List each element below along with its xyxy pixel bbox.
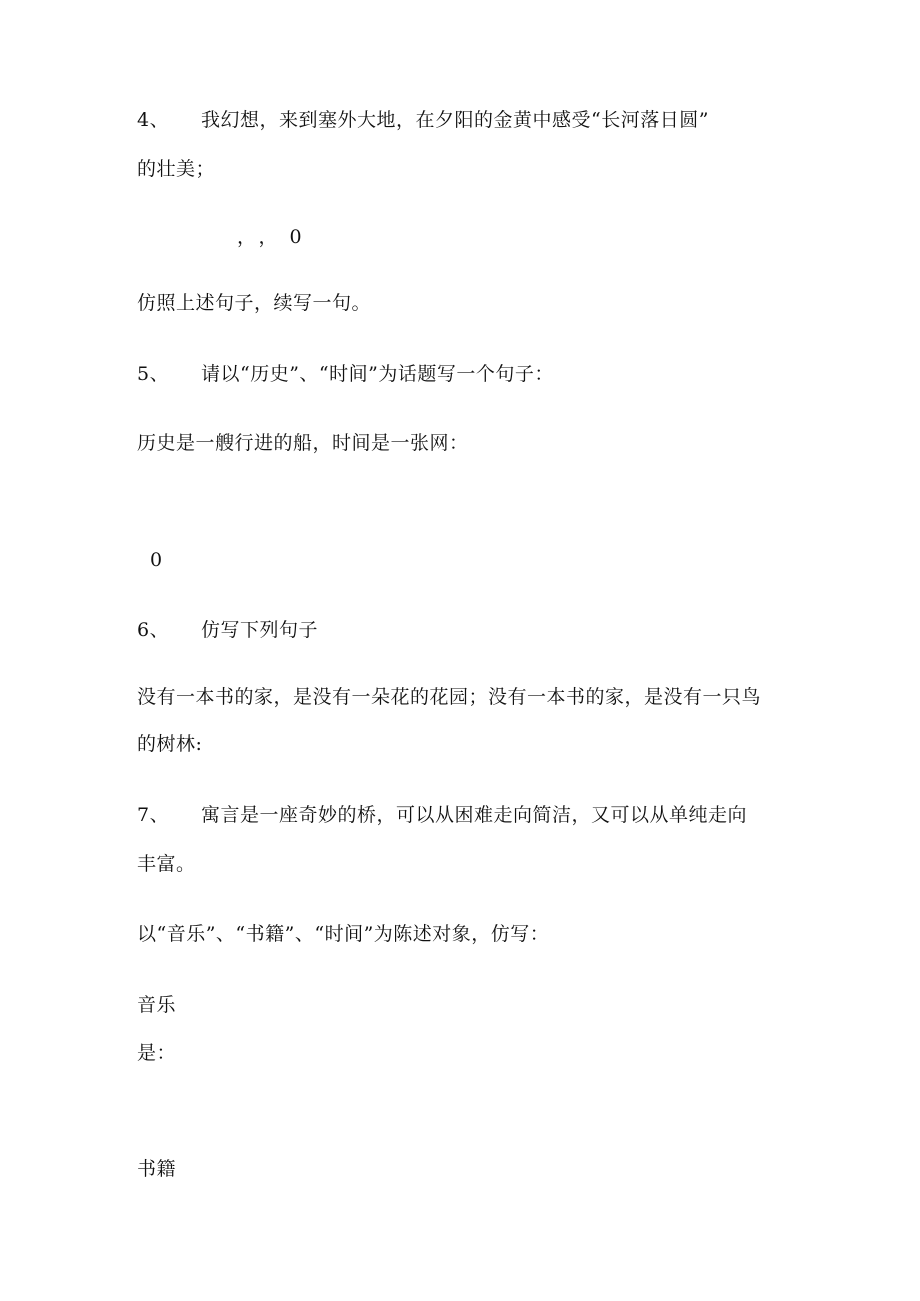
question-7-answer-music-label: 音乐 — [137, 994, 177, 1016]
question-7-line1 — [0, 803, 920, 827]
question-6-line1 — [0, 618, 920, 642]
question-6-prompt: 仿写下列句子 — [201, 619, 319, 641]
question-5-line1 — [0, 362, 920, 386]
question-6-number: 6、 — [137, 619, 170, 641]
question-7-answer-music-suffix: 是： — [137, 1042, 177, 1064]
question-7-line2: 丰富。 — [137, 853, 196, 875]
question-5-number: 5、 — [137, 363, 170, 385]
question-7-answer-books-label: 书籍 — [137, 1158, 177, 1180]
question-7-instruction: 以“音乐”、“书籍”、“时间”为陈述对象，仿写： — [137, 923, 550, 945]
question-4-instruction: 仿照上述句子，续写一句。 — [137, 292, 372, 314]
question-5-prompt: 请以“历史”、“时间”为话题写一个句子： — [201, 363, 554, 385]
question-6-sentence-line1: 没有一本书的家，是没有一朵花的花园；没有一本书的家，是没有一只鸟 — [137, 686, 762, 708]
question-4-number: 4、 — [137, 109, 170, 131]
question-7-text: 寓言是一座奇妙的桥，可以从困难走向简洁，又可以从单纯走向 — [201, 804, 748, 826]
question-4-blank: ，，0 — [237, 226, 314, 248]
question-5-blank: 0 — [150, 549, 163, 571]
question-6-sentence-line2: 的树林: — [137, 733, 203, 755]
question-5-example: 历史是一艘行进的船，时间是一张网： — [137, 432, 469, 454]
question-4-line2: 的壮美； — [137, 158, 216, 180]
question-4-line1 — [0, 108, 920, 132]
question-7-number: 7、 — [137, 804, 170, 826]
question-4-text: 我幻想，来到塞外大地，在夕阳的金黄中感受“长河落日圆” — [201, 109, 709, 131]
